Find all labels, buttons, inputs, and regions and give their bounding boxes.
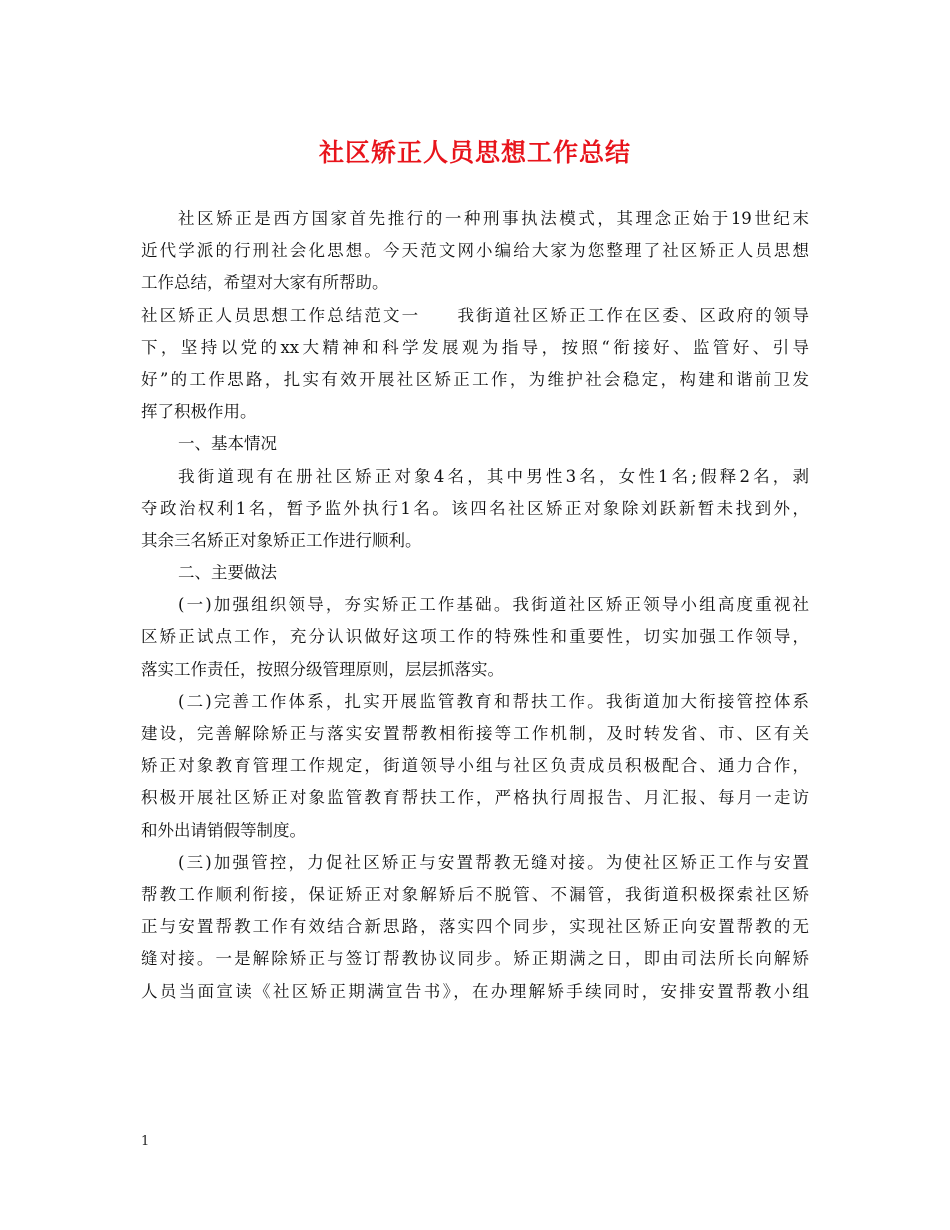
text-line: 一、基本情况 bbox=[178, 434, 277, 454]
text-line: 工作总结，希望对大家有所帮助。 bbox=[141, 273, 389, 293]
document-body bbox=[141, 203, 809, 1008]
text-line: 积极开展社区矫正对象监管教育帮扶工作，严格执行周报告、月汇报、每月一走访 bbox=[141, 788, 809, 808]
text-line: 落实工作责任，按照分级管理原则，层层抓落实。 bbox=[141, 659, 504, 679]
text-line: 人员当面宣读《社区矫正期满宣告书》，在办理解矫手续同时，安排安置帮教小组 bbox=[141, 981, 809, 1001]
text-line: 夺政治权利1名，暂予监外执行1名。该四名社区矫正对象除刘跃新暂未找到外， bbox=[141, 498, 809, 518]
text-line: 矫正对象教育管理工作规定，街道领导小组与社区负责成员积极配合、通力合作， bbox=[141, 756, 809, 776]
text-line: 其余三名矫正对象矫正工作进行顺利。 bbox=[141, 530, 422, 550]
text-line: 社区矫正是西方国家首先推行的一种刑事执法模式，其理念正始于19世纪末 bbox=[178, 209, 809, 228]
text-line: 区矫正试点工作，充分认识做好这项工作的特殊性和重要性，切实加强工作领导， bbox=[141, 627, 809, 647]
text-line: 缝对接。一是解除矫正与签订帮教协议同步。矫正期满之日，即由司法所长向解矫 bbox=[141, 949, 809, 969]
text-line: 二、主要做法 bbox=[178, 563, 277, 583]
text-line: 近代学派的行刑社会化思想。今天范文网小编给大家为您整理了社区矫正人员思想 bbox=[141, 241, 809, 261]
text-line: (一)加强组织领导，夯实矫正工作基础。我街道社区矫正领导小组高度重视社 bbox=[178, 595, 809, 615]
text-line: 和外出请销假等制度。 bbox=[141, 820, 306, 840]
text-line: (二)完善工作体系，扎实开展监管教育和帮扶工作。我街道加大衔接管控体系 bbox=[178, 691, 809, 711]
text-line: 正与安置帮教工作有效结合新思路，落实四个同步，实现社区矫正向安置帮教的无 bbox=[141, 917, 809, 937]
text-line: 我街道现有在册社区矫正对象4名，其中男性3名，女性1名;假释2名，剥 bbox=[178, 466, 809, 486]
text-line: 社区矫正人员思想工作总结范文一 我街道社区矫正工作在区委、区政府的领导 bbox=[141, 305, 809, 325]
text-line: 帮教工作顺利衔接，保证矫正对象解矫后不脱管、不漏管，我街道积极探索社区矫 bbox=[141, 884, 809, 904]
text-line: 建设，完善解除矫正与落实安置帮教相衔接等工作机制，及时转发省、市、区有关 bbox=[141, 724, 809, 743]
text-line: 下，坚持以党的xx大精神和科学发展观为指导，按照“衔接好、监管好、引导 bbox=[141, 337, 809, 357]
text-line: (三)加强管控，力促社区矫正与安置帮教无缝对接。为使社区矫正工作与安置 bbox=[178, 852, 809, 872]
page-number: 1 bbox=[141, 1134, 150, 1149]
text-line: 挥了积极作用。 bbox=[141, 402, 257, 422]
text-line: 好”的工作思路，扎实有效开展社区矫正工作，为维护社会稳定，构建和谐前卫发 bbox=[141, 369, 809, 389]
document-title: 社区矫正人员思想工作总结 bbox=[318, 138, 631, 167]
